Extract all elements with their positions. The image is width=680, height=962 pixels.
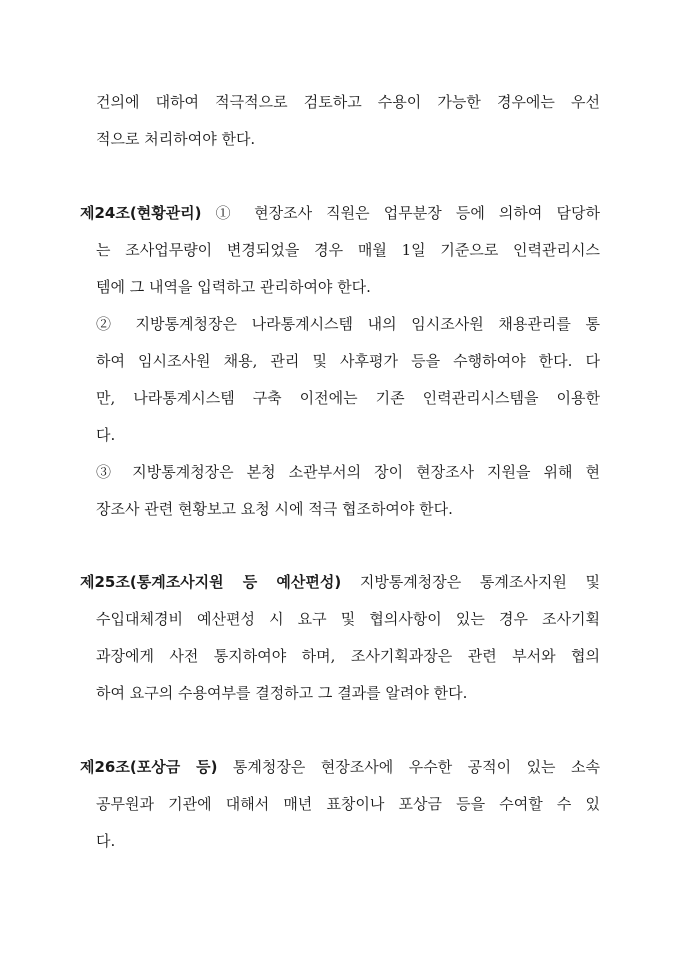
article-24-line-5: 하여 임시조사원 채용, 관리 및 사후평가 등을 수행하여야 한다. 다 xyxy=(96,352,600,370)
article-25-heading: 제25조(통계조사지원 등 예산편성) xyxy=(80,573,342,591)
article-26-heading: 제26조(포상금 등) xyxy=(80,758,218,776)
article-24-line-8: ③ 지방통계청장은 본청 소관부서의 장이 현장조사 지원을 위해 현 xyxy=(96,463,600,481)
prev-article-line-1: 건의에 대하여 적극적으로 검토하고 수용이 가능한 경우에는 우선 xyxy=(96,93,600,111)
article-25-first-line xyxy=(80,572,600,592)
article-25-line-1: 지방통계청장은 통계조사지원 및 xyxy=(341,573,600,591)
article-24-line-9: 장조사 관련 현황보고 요청 시에 적극 협조하여야 한다. xyxy=(96,500,453,518)
article-24-heading: 제24조(현황관리) xyxy=(80,204,202,222)
article-25-line-4: 하여 요구의 수용여부를 결정하고 그 결과를 알려야 한다. xyxy=(96,684,468,702)
prev-article-line-2: 적으로 처리하여야 한다. xyxy=(96,130,256,148)
article-24-line-7: 다. xyxy=(96,426,116,444)
article-24-line-6: 만, 나라통계시스템 구축 이전에는 기존 인력관리시스템을 이용한 xyxy=(96,389,600,407)
article-24-line-1: ① 현장조사 직원은 업무분장 등에 의하여 담당하 xyxy=(201,204,600,222)
article-25-line-2: 수입대체경비 예산편성 시 요구 및 협의사항이 있는 경우 조사기획 xyxy=(96,610,600,628)
article-26-line-1: 통계청장은 현장조사에 우수한 공적이 있는 소속 xyxy=(217,758,600,776)
article-26-line-3: 다. xyxy=(96,832,116,850)
article-25-line-3: 과장에게 사전 통지하여야 하며, 조사기획과장은 관련 부서와 협의 xyxy=(96,647,600,665)
article-24-line-2: 는 조사업무량이 변경되었을 경우 매월 1일 기준으로 인력관리시스 xyxy=(96,241,600,259)
article-24-line-4: ② 지방통계청장은 나라통계시스템 내의 임시조사원 채용관리를 통 xyxy=(96,315,600,333)
article-24-line-3: 템에 그 내역을 입력하고 관리하여야 한다. xyxy=(96,278,371,296)
article-24-first-line xyxy=(80,203,600,223)
article-26-line-2: 공무원과 기관에 대해서 매년 표창이나 포상금 등을 수여할 수 있 xyxy=(96,795,600,813)
article-26-first-line xyxy=(80,757,600,777)
